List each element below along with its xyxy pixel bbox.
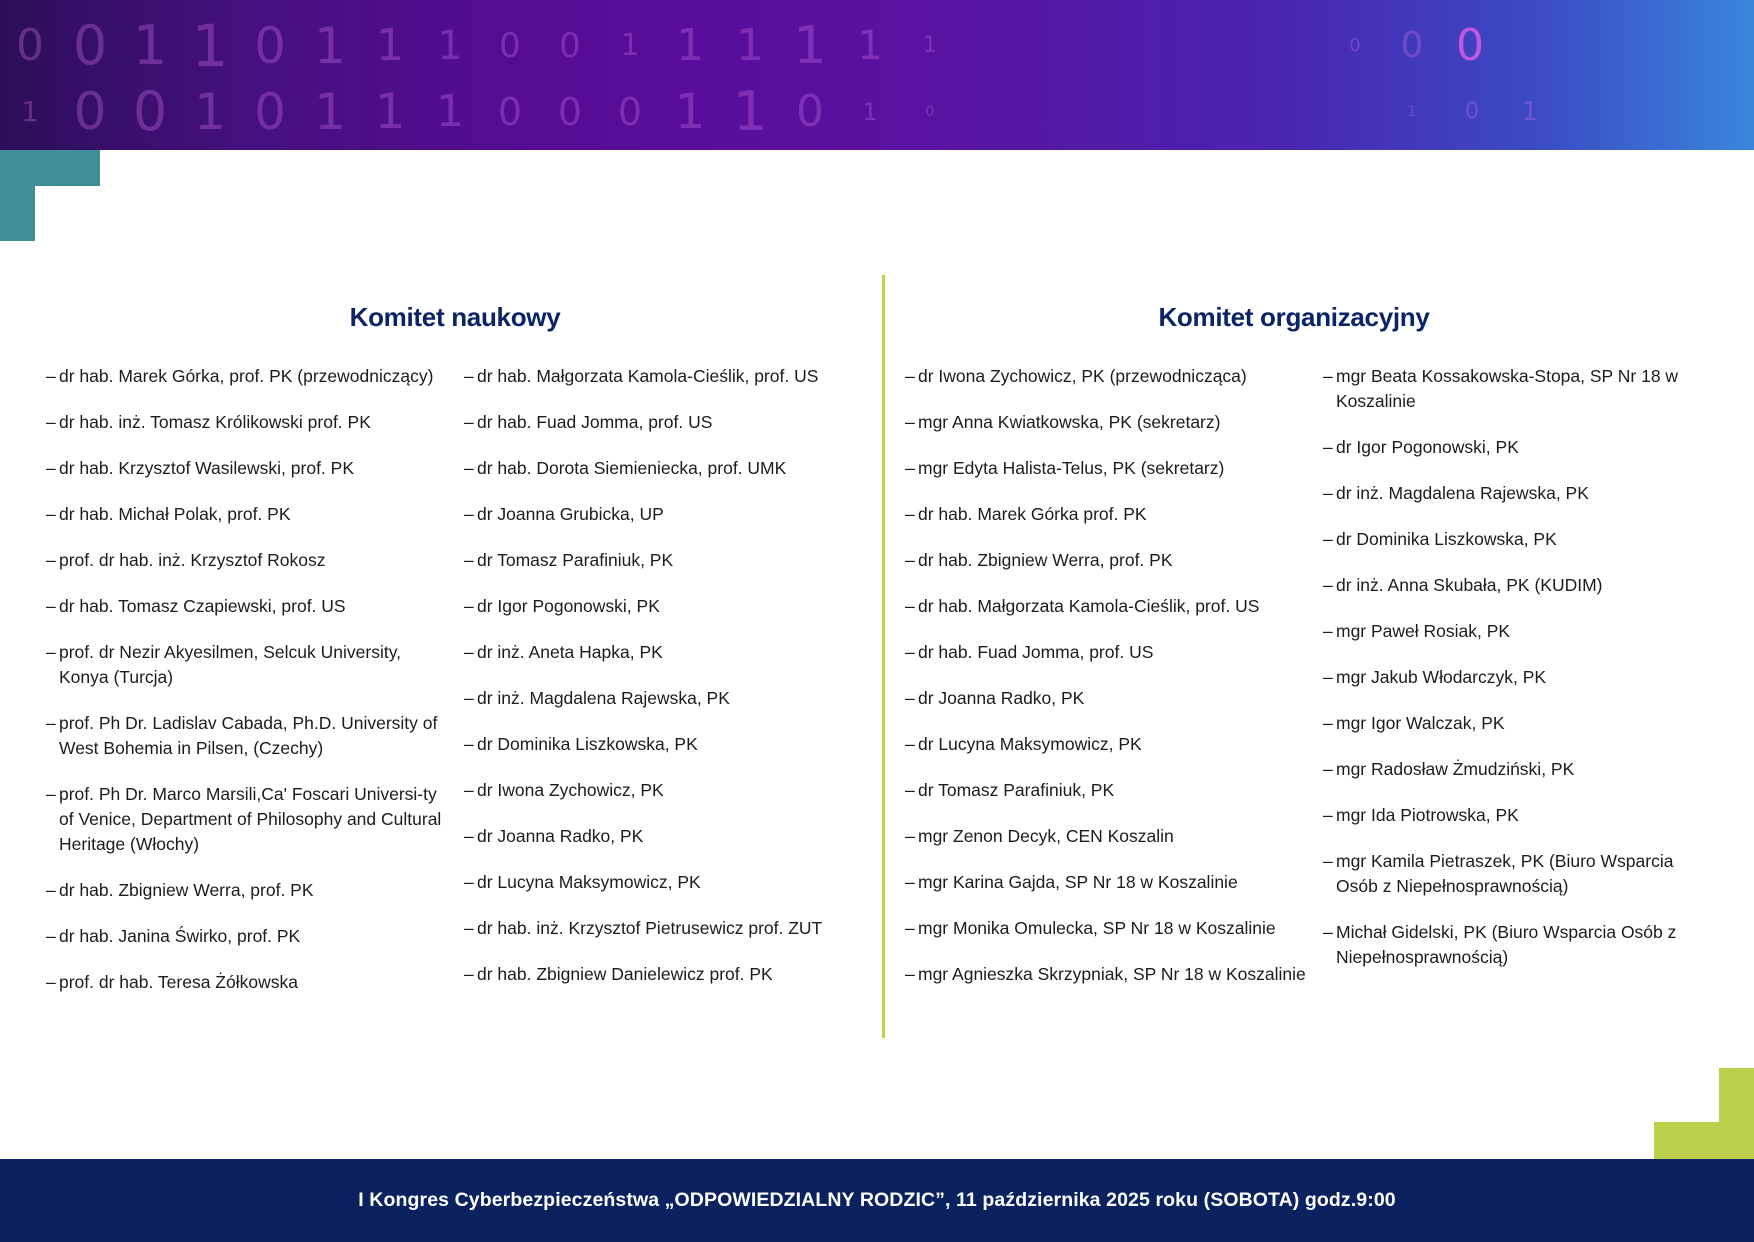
committee-member: – dr hab. Krzysztof Wasilewski, prof. PK	[46, 456, 446, 481]
binary-digit: 0	[925, 104, 935, 120]
binary-digit: 0	[254, 83, 286, 141]
committee-member: – dr hab. Marek Górka, prof. PK (przewodniczący)	[46, 364, 446, 389]
binary-digit: 0	[1400, 25, 1424, 66]
lime-corner-decoration	[1654, 1122, 1754, 1159]
committee-member: – mgr Monika Omulecka, SP Nr 18 w Koszalinie	[905, 916, 1310, 941]
scientific-committee-list-right	[464, 364, 874, 1008]
committee-member: – dr hab. inż. Krzysztof Pietrusewicz prof. ZUT	[464, 916, 874, 941]
binary-digit: 1	[376, 20, 404, 71]
committee-member: – mgr Anna Kwiatkowska, PK (sekretarz)	[905, 410, 1310, 435]
committee-member: – dr Joanna Radko, PK	[464, 824, 874, 849]
binary-digit: 0	[73, 82, 107, 142]
committee-member: – dr Iwona Zychowicz, PK (przewodnicząca)	[905, 364, 1310, 389]
binary-digit: 0	[1349, 35, 1361, 56]
header-banner	[0, 0, 1754, 150]
committee-member: – dr inż. Anna Skubała, PK (KUDIM)	[1323, 573, 1693, 598]
committee-member: – mgr Igor Walczak, PK	[1323, 711, 1693, 736]
binary-digit: 1	[793, 16, 827, 76]
committee-member: – Michał Gidelski, PK (Biuro Wsparcia Osób z Niepełnosprawnością)	[1323, 920, 1693, 970]
binary-digit: 1	[736, 20, 764, 71]
committee-member: – dr hab. Janina Świrko, prof. PK	[46, 924, 446, 949]
committee-member: – mgr Radosław Żmudziński, PK	[1323, 757, 1693, 782]
binary-digit: 1	[857, 23, 883, 69]
committee-member: – dr hab. Marek Górka prof. PK	[905, 502, 1310, 527]
committee-member: – dr hab. Fuad Jomma, prof. US	[905, 640, 1310, 665]
committee-member: – dr Igor Pogonowski, PK	[1323, 435, 1693, 460]
binary-digit: 1	[732, 80, 768, 143]
committee-member: – dr hab. Zbigniew Werra, prof. PK	[46, 878, 446, 903]
binary-digit: 1	[314, 83, 346, 141]
binary-digit: 1	[437, 23, 463, 69]
committee-member: – dr Lucyna Maksymowicz, PK	[464, 870, 874, 895]
committee-member: – prof. Ph Dr. Ladislav Cabada, Ph.D. University of West Bohemia in Pilsen, (Czechy)	[46, 711, 446, 761]
binary-digit: 1	[21, 95, 39, 128]
committee-member: – dr Tomasz Parafiniuk, PK	[464, 548, 874, 573]
committee-member: – dr Dominika Liszkowska, PK	[464, 732, 874, 757]
column-divider	[882, 275, 885, 1038]
scientific-committee-list-left	[46, 364, 446, 1016]
committee-member: – dr Igor Pogonowski, PK	[464, 594, 874, 619]
binary-digit: 0	[499, 26, 521, 66]
committee-member: – dr inż. Aneta Hapka, PK	[464, 640, 874, 665]
binary-digit: 0	[557, 90, 583, 134]
committee-member: – mgr Kamila Pietraszek, PK (Biuro Wsparcia Osób z Niepełnosprawnością)	[1323, 849, 1693, 899]
committee-member: – dr hab. Tomasz Czapiewski, prof. US	[46, 594, 446, 619]
binary-row-top	[0, 12, 1754, 80]
committee-member: – dr hab. Dorota Siemieniecka, prof. UMK	[464, 456, 874, 481]
binary-digit: 0	[1465, 99, 1479, 124]
committee-member: – mgr Agnieszka Skrzypniak, SP Nr 18 w Koszalinie	[905, 962, 1310, 987]
teal-corner-decoration-side	[0, 150, 35, 241]
binary-digit: 1	[191, 12, 229, 80]
binary-digit: 0	[16, 20, 44, 71]
committee-member: – dr Lucyna Maksymowicz, PK	[905, 732, 1310, 757]
binary-digit: 0	[617, 90, 643, 134]
committee-member: – dr inż. Magdalena Rajewska, PK	[464, 686, 874, 711]
committee-member: – dr Tomasz Parafiniuk, PK	[905, 778, 1310, 803]
committee-member: – dr hab. Michał Polak, prof. PK	[46, 502, 446, 527]
committee-member: – dr hab. Małgorzata Kamola-Cieślik, prof. US	[905, 594, 1310, 619]
binary-digit: 1	[620, 28, 640, 63]
binary-digit: 1	[862, 98, 878, 126]
binary-digit: 1	[1407, 104, 1417, 120]
committee-member: – dr hab. inż. Tomasz Królikowski prof. PK	[46, 410, 446, 435]
committee-member: – mgr Paweł Rosiak, PK	[1323, 619, 1693, 644]
binary-digit: 0	[254, 17, 286, 75]
event-info-text: I Kongres Cyberbezpieczeństwa „ODPOWIEDZIALNY RODZIC”, 11 października 2025 roku (SOBOTA) godz.9:00	[358, 1189, 1396, 1211]
committee-member: – mgr Edyta Halista-Telus, PK (sekretarz)	[905, 456, 1310, 481]
committee-member: – dr hab. Zbigniew Werra, prof. PK	[905, 548, 1310, 573]
committee-member: – prof. dr Nezir Akyesilmen, Selcuk University, Konya (Turcja)	[46, 640, 446, 690]
organizing-committee-list-left	[905, 364, 1310, 1008]
committee-member: – dr hab. Zbigniew Danielewicz prof. PK	[464, 962, 874, 987]
committee-member: – mgr Zenon Decyk, CEN Koszalin	[905, 824, 1310, 849]
binary-digit: 0	[559, 26, 581, 66]
binary-digit: 1	[1521, 97, 1539, 127]
committee-member: – dr Iwona Zychowicz, PK	[464, 778, 874, 803]
binary-digit: 0	[72, 14, 108, 77]
binary-digit: 1	[923, 33, 937, 58]
binary-digit: 0	[497, 90, 523, 134]
binary-digit: 1	[674, 84, 706, 140]
committee-member: – mgr Beata Kossakowska-Stopa, SP Nr 18 w Koszalinie	[1323, 364, 1693, 414]
committee-member: – dr Joanna Radko, PK	[905, 686, 1310, 711]
organizing-committee-list-right	[1323, 364, 1693, 991]
committee-member: – prof. Ph Dr. Marco Marsili,Ca' Foscari Universi-ty of Venice, Department of Philosophy and Cultural Heritage (Włochy)	[46, 782, 446, 857]
binary-digit: 1	[194, 83, 226, 141]
binary-digit: 0	[796, 86, 824, 137]
binary-digit: 0	[132, 80, 168, 143]
committee-member: – prof. dr hab. inż. Krzysztof Rokosz	[46, 548, 446, 573]
binary-row-bottom	[0, 82, 1754, 142]
binary-digit: 1	[676, 20, 704, 71]
committee-member: – mgr Karina Gajda, SP Nr 18 w Koszalinie	[905, 870, 1310, 895]
binary-digit: 1	[132, 14, 168, 77]
committee-member: – dr Dominika Liszkowska, PK	[1323, 527, 1693, 552]
binary-digit: 1	[314, 17, 346, 75]
committee-member: – dr inż. Magdalena Rajewska, PK	[1323, 481, 1693, 506]
binary-digit: 0	[1456, 20, 1484, 71]
committee-member: – dr hab. Fuad Jomma, prof. US	[464, 410, 874, 435]
footer-bar	[0, 1159, 1754, 1242]
committee-member: – mgr Ida Piotrowska, PK	[1323, 803, 1693, 828]
committee-member: – dr hab. Małgorzata Kamola-Cieślik, prof. US	[464, 364, 874, 389]
committee-member: – mgr Jakub Włodarczyk, PK	[1323, 665, 1693, 690]
organizing-committee-title: Komitet organizacyjny	[1158, 302, 1430, 332]
binary-digit: 1	[374, 84, 406, 140]
binary-digit: 1	[436, 86, 464, 137]
committee-member: – dr Joanna Grubicka, UP	[464, 502, 874, 527]
scientific-committee-title: Komitet naukowy	[349, 302, 561, 332]
committee-member: – prof. dr hab. Teresa Żółkowska	[46, 970, 446, 995]
